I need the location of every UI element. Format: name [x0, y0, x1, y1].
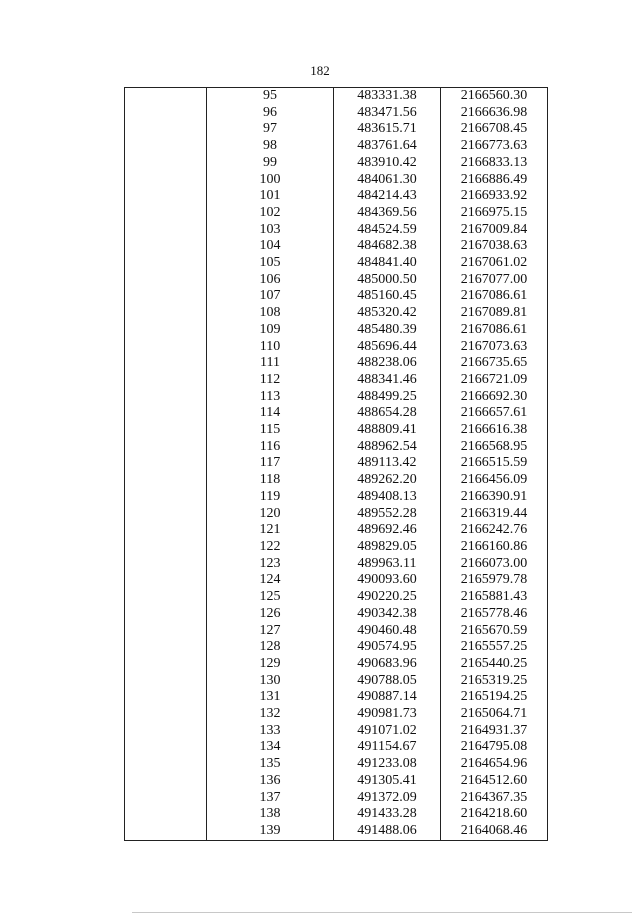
point-number-cell: 139 — [207, 823, 334, 840]
table-row — [125, 305, 548, 322]
y-coordinate-cell: 2166692.30 — [441, 389, 548, 406]
y-coordinate-cell: 2164068.46 — [441, 823, 548, 840]
y-coordinate-cell: 2166242.76 — [441, 522, 548, 539]
table-row — [125, 506, 548, 523]
x-coordinate-cell: 489408.13 — [334, 489, 441, 506]
x-coordinate-cell: 489692.46 — [334, 522, 441, 539]
table-row — [125, 138, 548, 155]
point-number-cell: 129 — [207, 656, 334, 673]
x-coordinate-cell: 488238.06 — [334, 355, 441, 372]
x-coordinate-cell: 488654.28 — [334, 405, 441, 422]
point-number-cell: 95 — [207, 88, 334, 105]
empty-cell — [125, 790, 207, 807]
coordinates-table — [124, 87, 548, 841]
table-row — [125, 689, 548, 706]
empty-cell — [125, 339, 207, 356]
empty-cell — [125, 739, 207, 756]
page-number: 182 — [310, 63, 330, 78]
table-row — [125, 88, 548, 105]
x-coordinate-cell: 485320.42 — [334, 305, 441, 322]
point-number-cell: 116 — [207, 439, 334, 456]
point-number-cell: 102 — [207, 205, 334, 222]
y-coordinate-cell: 2166975.15 — [441, 205, 548, 222]
table-row — [125, 572, 548, 589]
x-coordinate-cell: 488962.54 — [334, 439, 441, 456]
y-coordinate-cell: 2165064.71 — [441, 706, 548, 723]
y-coordinate-cell: 2164654.96 — [441, 756, 548, 773]
table-row — [125, 706, 548, 723]
y-coordinate-cell: 2167086.61 — [441, 322, 548, 339]
table-row — [125, 255, 548, 272]
y-coordinate-cell: 2166657.61 — [441, 405, 548, 422]
y-coordinate-cell: 2166319.44 — [441, 506, 548, 523]
y-coordinate-cell: 2166560.30 — [441, 88, 548, 105]
table-row — [125, 773, 548, 790]
point-number-cell: 107 — [207, 288, 334, 305]
point-number-cell: 112 — [207, 372, 334, 389]
table-row — [125, 606, 548, 623]
empty-cell — [125, 455, 207, 472]
x-coordinate-cell: 489552.28 — [334, 506, 441, 523]
y-coordinate-cell: 2167038.63 — [441, 238, 548, 255]
table-row — [125, 806, 548, 823]
x-coordinate-cell: 485160.45 — [334, 288, 441, 305]
empty-cell — [125, 322, 207, 339]
table-row — [125, 756, 548, 773]
table-row — [125, 355, 548, 372]
table-row — [125, 205, 548, 222]
point-number-cell: 96 — [207, 105, 334, 122]
x-coordinate-cell: 485696.44 — [334, 339, 441, 356]
point-number-cell: 138 — [207, 806, 334, 823]
empty-cell — [125, 389, 207, 406]
empty-cell — [125, 756, 207, 773]
x-coordinate-cell: 484682.38 — [334, 238, 441, 255]
table-row — [125, 288, 548, 305]
table-row — [125, 472, 548, 489]
empty-cell — [125, 155, 207, 172]
x-coordinate-cell: 489829.05 — [334, 539, 441, 556]
y-coordinate-cell: 2166933.92 — [441, 188, 548, 205]
point-number-cell: 123 — [207, 556, 334, 573]
x-coordinate-cell: 490220.25 — [334, 589, 441, 606]
point-number-cell: 133 — [207, 723, 334, 740]
table-row — [125, 322, 548, 339]
empty-cell — [125, 88, 207, 105]
y-coordinate-cell: 2166456.09 — [441, 472, 548, 489]
point-number-cell: 121 — [207, 522, 334, 539]
empty-cell — [125, 706, 207, 723]
x-coordinate-cell: 489262.20 — [334, 472, 441, 489]
table-row — [125, 723, 548, 740]
y-coordinate-cell: 2167073.63 — [441, 339, 548, 356]
table-row — [125, 790, 548, 807]
table-row — [125, 639, 548, 656]
point-number-cell: 98 — [207, 138, 334, 155]
empty-cell — [125, 405, 207, 422]
x-coordinate-cell: 491433.28 — [334, 806, 441, 823]
y-coordinate-cell: 2166735.65 — [441, 355, 548, 372]
point-number-cell: 104 — [207, 238, 334, 255]
x-coordinate-cell: 490574.95 — [334, 639, 441, 656]
empty-cell — [125, 305, 207, 322]
point-number-cell: 136 — [207, 773, 334, 790]
empty-cell — [125, 138, 207, 155]
empty-cell — [125, 121, 207, 138]
empty-cell — [125, 823, 207, 840]
x-coordinate-cell: 490093.60 — [334, 572, 441, 589]
empty-cell — [125, 372, 207, 389]
table-row — [125, 105, 548, 122]
empty-cell — [125, 506, 207, 523]
table-row — [125, 739, 548, 756]
table-row — [125, 405, 548, 422]
empty-cell — [125, 689, 207, 706]
y-coordinate-cell: 2164367.35 — [441, 790, 548, 807]
y-coordinate-cell: 2166160.86 — [441, 539, 548, 556]
y-coordinate-cell: 2165194.25 — [441, 689, 548, 706]
y-coordinate-cell: 2167061.02 — [441, 255, 548, 272]
x-coordinate-cell: 483615.71 — [334, 121, 441, 138]
point-number-cell: 103 — [207, 222, 334, 239]
empty-cell — [125, 439, 207, 456]
y-coordinate-cell: 2166833.13 — [441, 155, 548, 172]
empty-cell — [125, 539, 207, 556]
x-coordinate-cell: 484214.43 — [334, 188, 441, 205]
point-number-cell: 135 — [207, 756, 334, 773]
point-number-cell: 134 — [207, 739, 334, 756]
point-number-cell: 106 — [207, 272, 334, 289]
table-body — [125, 88, 548, 841]
x-coordinate-cell: 484369.56 — [334, 205, 441, 222]
x-coordinate-cell: 491233.08 — [334, 756, 441, 773]
point-number-cell: 114 — [207, 405, 334, 422]
empty-cell — [125, 188, 207, 205]
y-coordinate-cell: 2165557.25 — [441, 639, 548, 656]
table-row — [125, 389, 548, 406]
empty-cell — [125, 355, 207, 372]
point-number-cell: 113 — [207, 389, 334, 406]
table-row — [125, 455, 548, 472]
y-coordinate-cell: 2166073.00 — [441, 556, 548, 573]
y-coordinate-cell: 2166886.49 — [441, 172, 548, 189]
x-coordinate-cell: 491154.67 — [334, 739, 441, 756]
empty-cell — [125, 556, 207, 573]
point-number-cell: 131 — [207, 689, 334, 706]
table-row — [125, 422, 548, 439]
empty-cell — [125, 205, 207, 222]
table-row — [125, 656, 548, 673]
table-row — [125, 589, 548, 606]
point-number-cell: 126 — [207, 606, 334, 623]
x-coordinate-cell: 490788.05 — [334, 673, 441, 690]
empty-cell — [125, 422, 207, 439]
table-row — [125, 222, 548, 239]
table-row — [125, 121, 548, 138]
empty-cell — [125, 723, 207, 740]
y-coordinate-cell: 2166390.91 — [441, 489, 548, 506]
table-row — [125, 673, 548, 690]
point-number-cell: 132 — [207, 706, 334, 723]
empty-cell — [125, 105, 207, 122]
empty-cell — [125, 623, 207, 640]
x-coordinate-cell: 483761.64 — [334, 138, 441, 155]
table-row — [125, 439, 548, 456]
point-number-cell: 128 — [207, 639, 334, 656]
point-number-cell: 99 — [207, 155, 334, 172]
table-row — [125, 823, 548, 840]
empty-cell — [125, 806, 207, 823]
x-coordinate-cell: 488341.46 — [334, 372, 441, 389]
y-coordinate-cell: 2165778.46 — [441, 606, 548, 623]
x-coordinate-cell: 488809.41 — [334, 422, 441, 439]
y-coordinate-cell: 2165979.78 — [441, 572, 548, 589]
point-number-cell: 119 — [207, 489, 334, 506]
empty-cell — [125, 606, 207, 623]
point-number-cell: 110 — [207, 339, 334, 356]
x-coordinate-cell: 490887.14 — [334, 689, 441, 706]
y-coordinate-cell: 2165440.25 — [441, 656, 548, 673]
table-row — [125, 272, 548, 289]
empty-cell — [125, 489, 207, 506]
empty-cell — [125, 773, 207, 790]
table-row — [125, 238, 548, 255]
x-coordinate-cell: 483331.38 — [334, 88, 441, 105]
y-coordinate-cell: 2167086.61 — [441, 288, 548, 305]
y-coordinate-cell: 2166636.98 — [441, 105, 548, 122]
point-number-cell: 127 — [207, 623, 334, 640]
point-number-cell: 124 — [207, 572, 334, 589]
x-coordinate-cell: 490683.96 — [334, 656, 441, 673]
y-coordinate-cell: 2166721.09 — [441, 372, 548, 389]
point-number-cell: 130 — [207, 673, 334, 690]
table-row — [125, 556, 548, 573]
empty-cell — [125, 639, 207, 656]
y-coordinate-cell: 2166616.38 — [441, 422, 548, 439]
empty-cell — [125, 522, 207, 539]
x-coordinate-cell: 485480.39 — [334, 322, 441, 339]
empty-cell — [125, 472, 207, 489]
y-coordinate-cell: 2164512.60 — [441, 773, 548, 790]
y-coordinate-cell: 2167077.00 — [441, 272, 548, 289]
point-number-cell: 100 — [207, 172, 334, 189]
table-row — [125, 172, 548, 189]
y-coordinate-cell: 2165881.43 — [441, 589, 548, 606]
point-number-cell: 120 — [207, 506, 334, 523]
x-coordinate-cell: 485000.50 — [334, 272, 441, 289]
point-number-cell: 122 — [207, 539, 334, 556]
empty-cell — [125, 222, 207, 239]
point-number-cell: 101 — [207, 188, 334, 205]
x-coordinate-cell: 490460.48 — [334, 623, 441, 640]
x-coordinate-cell: 489113.42 — [334, 455, 441, 472]
empty-cell — [125, 288, 207, 305]
x-coordinate-cell: 484841.40 — [334, 255, 441, 272]
x-coordinate-cell: 491305.41 — [334, 773, 441, 790]
table-row — [125, 372, 548, 389]
empty-cell — [125, 673, 207, 690]
x-coordinate-cell: 483910.42 — [334, 155, 441, 172]
empty-cell — [125, 572, 207, 589]
y-coordinate-cell: 2167089.81 — [441, 305, 548, 322]
empty-cell — [125, 255, 207, 272]
y-coordinate-cell: 2165319.25 — [441, 673, 548, 690]
table-row — [125, 155, 548, 172]
x-coordinate-cell: 489963.11 — [334, 556, 441, 573]
empty-cell — [125, 172, 207, 189]
x-coordinate-cell: 488499.25 — [334, 389, 441, 406]
table-row — [125, 539, 548, 556]
empty-cell — [125, 589, 207, 606]
y-coordinate-cell: 2165670.59 — [441, 623, 548, 640]
empty-cell — [125, 656, 207, 673]
table-row — [125, 623, 548, 640]
x-coordinate-cell: 483471.56 — [334, 105, 441, 122]
table-row — [125, 339, 548, 356]
x-coordinate-cell: 491372.09 — [334, 790, 441, 807]
point-number-cell: 111 — [207, 355, 334, 372]
point-number-cell: 118 — [207, 472, 334, 489]
y-coordinate-cell: 2166515.59 — [441, 455, 548, 472]
point-number-cell: 105 — [207, 255, 334, 272]
point-number-cell: 97 — [207, 121, 334, 138]
point-number-cell: 108 — [207, 305, 334, 322]
y-coordinate-cell: 2164931.37 — [441, 723, 548, 740]
bottom-rule — [132, 912, 632, 913]
x-coordinate-cell: 490981.73 — [334, 706, 441, 723]
point-number-cell: 125 — [207, 589, 334, 606]
point-number-cell: 109 — [207, 322, 334, 339]
empty-cell — [125, 272, 207, 289]
point-number-cell: 117 — [207, 455, 334, 472]
empty-cell — [125, 238, 207, 255]
table-row — [125, 188, 548, 205]
y-coordinate-cell: 2166773.63 — [441, 138, 548, 155]
x-coordinate-cell: 484524.59 — [334, 222, 441, 239]
point-number-cell: 137 — [207, 790, 334, 807]
y-coordinate-cell: 2167009.84 — [441, 222, 548, 239]
y-coordinate-cell: 2164218.60 — [441, 806, 548, 823]
y-coordinate-cell: 2164795.08 — [441, 739, 548, 756]
table-row — [125, 489, 548, 506]
y-coordinate-cell: 2166568.95 — [441, 439, 548, 456]
point-number-cell: 115 — [207, 422, 334, 439]
x-coordinate-cell: 490342.38 — [334, 606, 441, 623]
x-coordinate-cell: 491488.06 — [334, 823, 441, 840]
x-coordinate-cell: 491071.02 — [334, 723, 441, 740]
table-row — [125, 522, 548, 539]
x-coordinate-cell: 484061.30 — [334, 172, 441, 189]
y-coordinate-cell: 2166708.45 — [441, 121, 548, 138]
